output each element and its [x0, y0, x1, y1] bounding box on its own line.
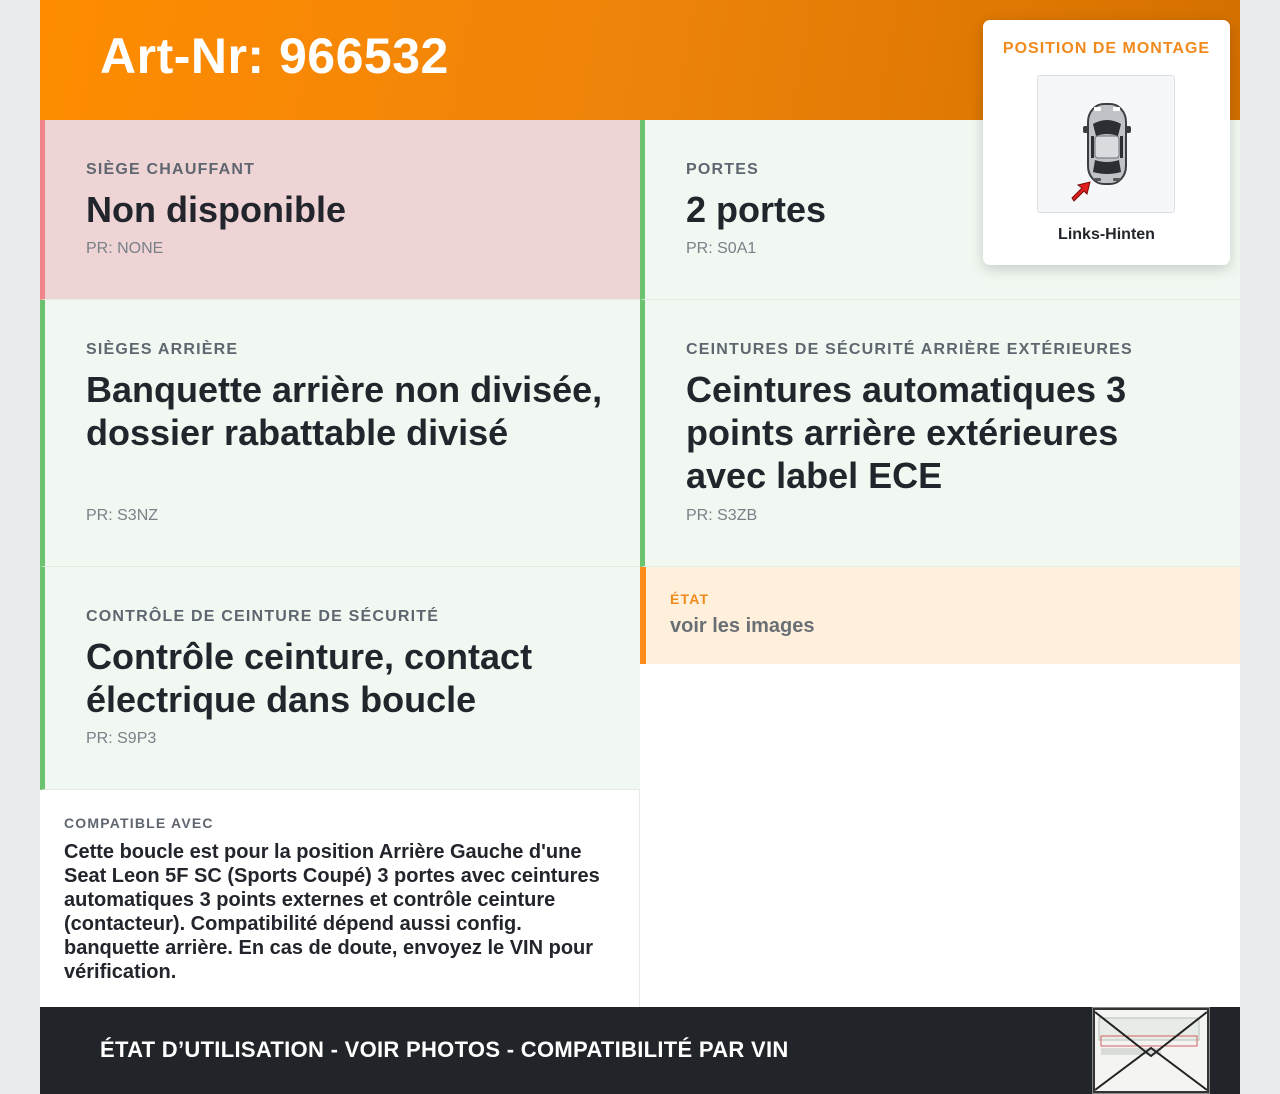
- condition-value: voir les images: [670, 615, 815, 637]
- belt-control-pr-code: PR: S9P3: [86, 730, 157, 747]
- mounting-position-label: POSITION DE MONTAGE: [1002, 40, 1211, 57]
- rear-belts-value: Ceintures automatiques 3 points arrière extérieures avec label ECE: [686, 369, 1127, 496]
- mounting-position-value: Links-Hinten: [1058, 226, 1155, 243]
- compatibility-label: COMPATIBLE AVEC: [64, 815, 214, 831]
- footer-bar: [40, 1007, 1240, 1094]
- belt-control-value: Contrôle ceinture, contact électrique dans boucle: [86, 636, 533, 720]
- doors-pr-code: PR: S0A1: [686, 240, 757, 257]
- mounting-position-image: [1037, 75, 1175, 213]
- rear-seats-card: [40, 300, 640, 567]
- belt-control-label: CONTRÔLE DE CEINTURE DE SÉCURITÉ: [86, 608, 440, 625]
- heated-seat-label: SIÈGE CHAUFFANT: [86, 161, 256, 178]
- belt-control-card: [40, 567, 640, 790]
- envelope-photo-icon: [1093, 1008, 1209, 1093]
- heated-seat-card: [40, 120, 640, 300]
- car-top-view-icon: [1038, 76, 1174, 212]
- rear-seats-label: SIÈGES ARRIÈRE: [86, 341, 239, 358]
- condition-label: ÉTAT: [670, 591, 710, 607]
- rear-belts-label: CEINTURES DE SÉCURITÉ ARRIÈRE EXTÉRIEURES: [686, 341, 1133, 358]
- rear-seats-pr-code: PR: S3NZ: [86, 507, 159, 524]
- doors-label: PORTES: [686, 161, 759, 178]
- rear-belts-pr-code: PR: S3ZB: [686, 507, 758, 524]
- compatibility-section: [40, 790, 640, 1007]
- label-photo-thumbnail[interactable]: [1092, 1007, 1210, 1094]
- rear-belts-card: [640, 300, 1240, 567]
- heated-seat-pr-code: PR: NONE: [86, 240, 164, 257]
- article-number-title: Art-Nr: 966532: [100, 28, 449, 84]
- doors-value: 2 portes: [686, 189, 827, 230]
- condition-card: [640, 567, 1240, 664]
- compatibility-text: Cette boucle est pour la position Arrière Gauche d'une Seat Leon 5F SC (Sports Coupé) 3 portes avec ceintures automatiques 3 points externes et contrôle ceinture (contacteur). Compatibilité dépend aussi config. banquette arrière. En cas de doute, envoyez le VIN pour vérification.: [64, 841, 600, 983]
- footer-text: ÉTAT D’UTILISATION - VOIR PHOTOS - COMPATIBILITÉ PAR VIN: [100, 1037, 789, 1062]
- rear-seats-value: Banquette arrière non divisée, dossier rabattable divisé: [86, 369, 603, 453]
- mounting-position-card: [983, 20, 1230, 265]
- heated-seat-value: Non disponible: [86, 189, 346, 230]
- product-sheet: [40, 0, 1240, 1094]
- position-arrow-icon: [1072, 182, 1090, 201]
